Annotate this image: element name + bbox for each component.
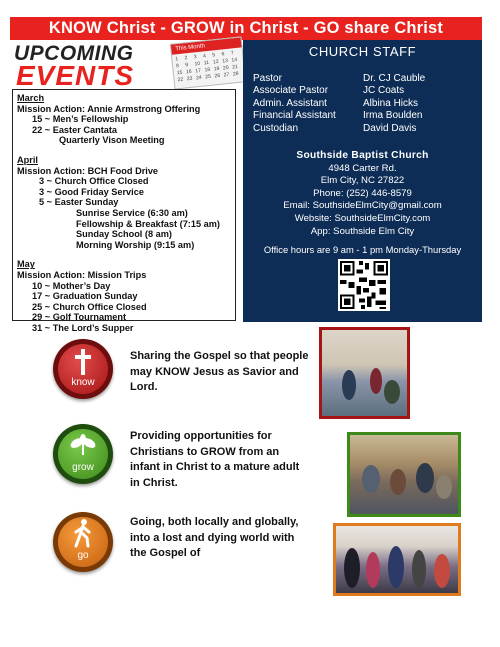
calendar-day: 13 — [222, 57, 229, 65]
cross-icon — [75, 349, 91, 375]
event-line: Sunday School (8 am) — [76, 229, 172, 240]
event-line: 22 ~ Easter Cantata — [32, 124, 118, 135]
calendar-day: 4 — [202, 53, 207, 60]
calendar-day: 28 — [232, 70, 239, 78]
staff-list — [253, 73, 482, 135]
calendar-day: 21 — [231, 63, 239, 71]
calendar-day: 23 — [186, 75, 193, 83]
calendar-day: 17 — [195, 67, 202, 75]
event-line: 3 ~ Good Friday Service — [39, 186, 144, 197]
staff-name: Albina Hicks — [363, 97, 419, 109]
calendar-day: 7 — [230, 50, 234, 57]
month-heading-march: March — [17, 93, 45, 103]
calendar-day: 9 — [185, 62, 189, 69]
calendar-day: 27 — [223, 71, 230, 79]
event-line: 3 ~ Church Office Closed — [39, 176, 149, 187]
church-email[interactable]: Email: SouthsideElmCity@gmail.com — [283, 200, 442, 212]
events-list — [12, 89, 236, 333]
march-events — [17, 104, 231, 146]
month-heading-april: April — [17, 154, 38, 165]
staff-name: David Davis — [363, 122, 417, 134]
event-line: 17 ~ Graduation Sunday — [32, 291, 138, 302]
walking-person-icon — [72, 518, 94, 548]
event-line: Fellowship & Breakfast (7:15 am) — [76, 218, 220, 229]
staff-name: Dr. CJ Cauble — [363, 73, 426, 84]
upcoming-events-logo — [12, 40, 242, 91]
event-line: Mission Action: Mission Trips — [17, 269, 147, 280]
staff-role: Admin. Assistant — [253, 97, 327, 109]
calendar-day: 19 — [213, 65, 220, 73]
calendar-day: 22 — [177, 76, 184, 84]
staff-role: Associate Pastor — [253, 85, 329, 97]
go-badge — [53, 512, 113, 572]
calendar-day: 11 — [203, 59, 210, 67]
calendar-day: 2 — [184, 55, 188, 62]
calendar-day: 12 — [212, 58, 219, 66]
event-line: Mission Action: BCH Food Drive — [17, 165, 159, 176]
church-info — [243, 150, 482, 238]
know-label: know — [71, 377, 95, 388]
event-line: 25 ~ Church Office Closed — [32, 301, 147, 312]
calendar-day: 6 — [221, 51, 225, 58]
event-line: 31 ~ The Lord’s Supper — [32, 322, 134, 333]
church-website[interactable]: Website: SouthsideElmCity.com — [294, 213, 431, 224]
may-events — [17, 270, 231, 334]
event-line: Mission Action: Annie Armstrong Offering — [17, 103, 201, 114]
staff-name: Irma Boulden — [363, 110, 423, 122]
event-line: Morning Worship (9:15 am) — [76, 239, 195, 250]
church-name: Southside Baptist Church — [296, 150, 429, 162]
month-heading-may: May — [17, 259, 35, 270]
plant-icon — [69, 433, 97, 461]
april-events — [17, 166, 231, 251]
staff-role: Custodian — [253, 122, 299, 134]
know-badge — [53, 339, 113, 399]
calendar-day: 26 — [214, 72, 221, 80]
logo-upcoming-text: UPCOMING — [14, 42, 134, 65]
calendar-day: 10 — [194, 60, 201, 68]
grow-label: grow — [72, 462, 94, 473]
calendar-day: 3 — [193, 54, 197, 61]
calendar-label: This Month — [171, 37, 242, 54]
event-line: 10 ~ Mother’s Day — [32, 280, 111, 291]
header-banner: KNOW Christ - GROW in Christ - GO share Christ — [10, 17, 482, 40]
staff-title: CHURCH STAFF — [308, 44, 417, 59]
calendar-day: 25 — [205, 73, 212, 81]
calendar-day: 15 — [176, 69, 183, 77]
church-phone[interactable]: Phone: (252) 446-8579 — [313, 187, 412, 199]
calendar-day: 24 — [195, 74, 202, 82]
church-address-line1: 4948 Carter Rd. — [328, 162, 397, 174]
calendar-icon — [170, 36, 246, 89]
mission-trip-photo — [333, 523, 461, 596]
calendar-day: 18 — [204, 66, 211, 74]
grow-text: Providing opportunities for Christians to GROW from an infant in Christ to a mature adult in Christ. — [130, 430, 300, 489]
logo-events-text: EVENTS — [16, 60, 135, 91]
calendar-day: 16 — [185, 68, 192, 76]
grow-badge — [53, 424, 113, 484]
event-line: Quarterly Vison Meeting — [59, 135, 165, 146]
event-line: 5 ~ Easter Sunday — [39, 197, 119, 208]
calendar-day: 1 — [175, 56, 179, 63]
qr-code-icon[interactable] — [338, 259, 390, 311]
calendar-day: 14 — [231, 56, 238, 64]
event-line: Sunrise Service (6:30 am) — [76, 207, 188, 218]
calendar-day: 5 — [212, 52, 216, 59]
go-text: Going, both locally and globally, into a lost and dying world with the Gospel of — [130, 516, 299, 559]
food-drive-photo — [319, 327, 410, 419]
know-text: Sharing the Gospel so that people may KNOW Jesus as Savior and Lord. — [130, 350, 309, 393]
event-line: 29 ~ Golf Tournament — [32, 312, 127, 323]
staff-role: Financial Assistant — [253, 110, 336, 122]
calendar-day: 8 — [175, 63, 180, 70]
church-app: App: Southside Elm City — [310, 225, 415, 237]
go-label: go — [77, 550, 89, 561]
staff-role: Pastor — [253, 73, 282, 84]
office-hours: Office hours are 9 am - 1 pm Monday-Thursday — [263, 244, 462, 256]
calendar-day: 20 — [222, 64, 229, 72]
church-address-line2: Elm City, NC 27822 — [320, 175, 405, 187]
staff-name: JC Coats — [363, 85, 405, 97]
fellowship-photo — [347, 432, 461, 517]
event-line: 15 ~ Men’s Fellowship — [32, 114, 129, 125]
church-staff-panel — [243, 40, 482, 322]
